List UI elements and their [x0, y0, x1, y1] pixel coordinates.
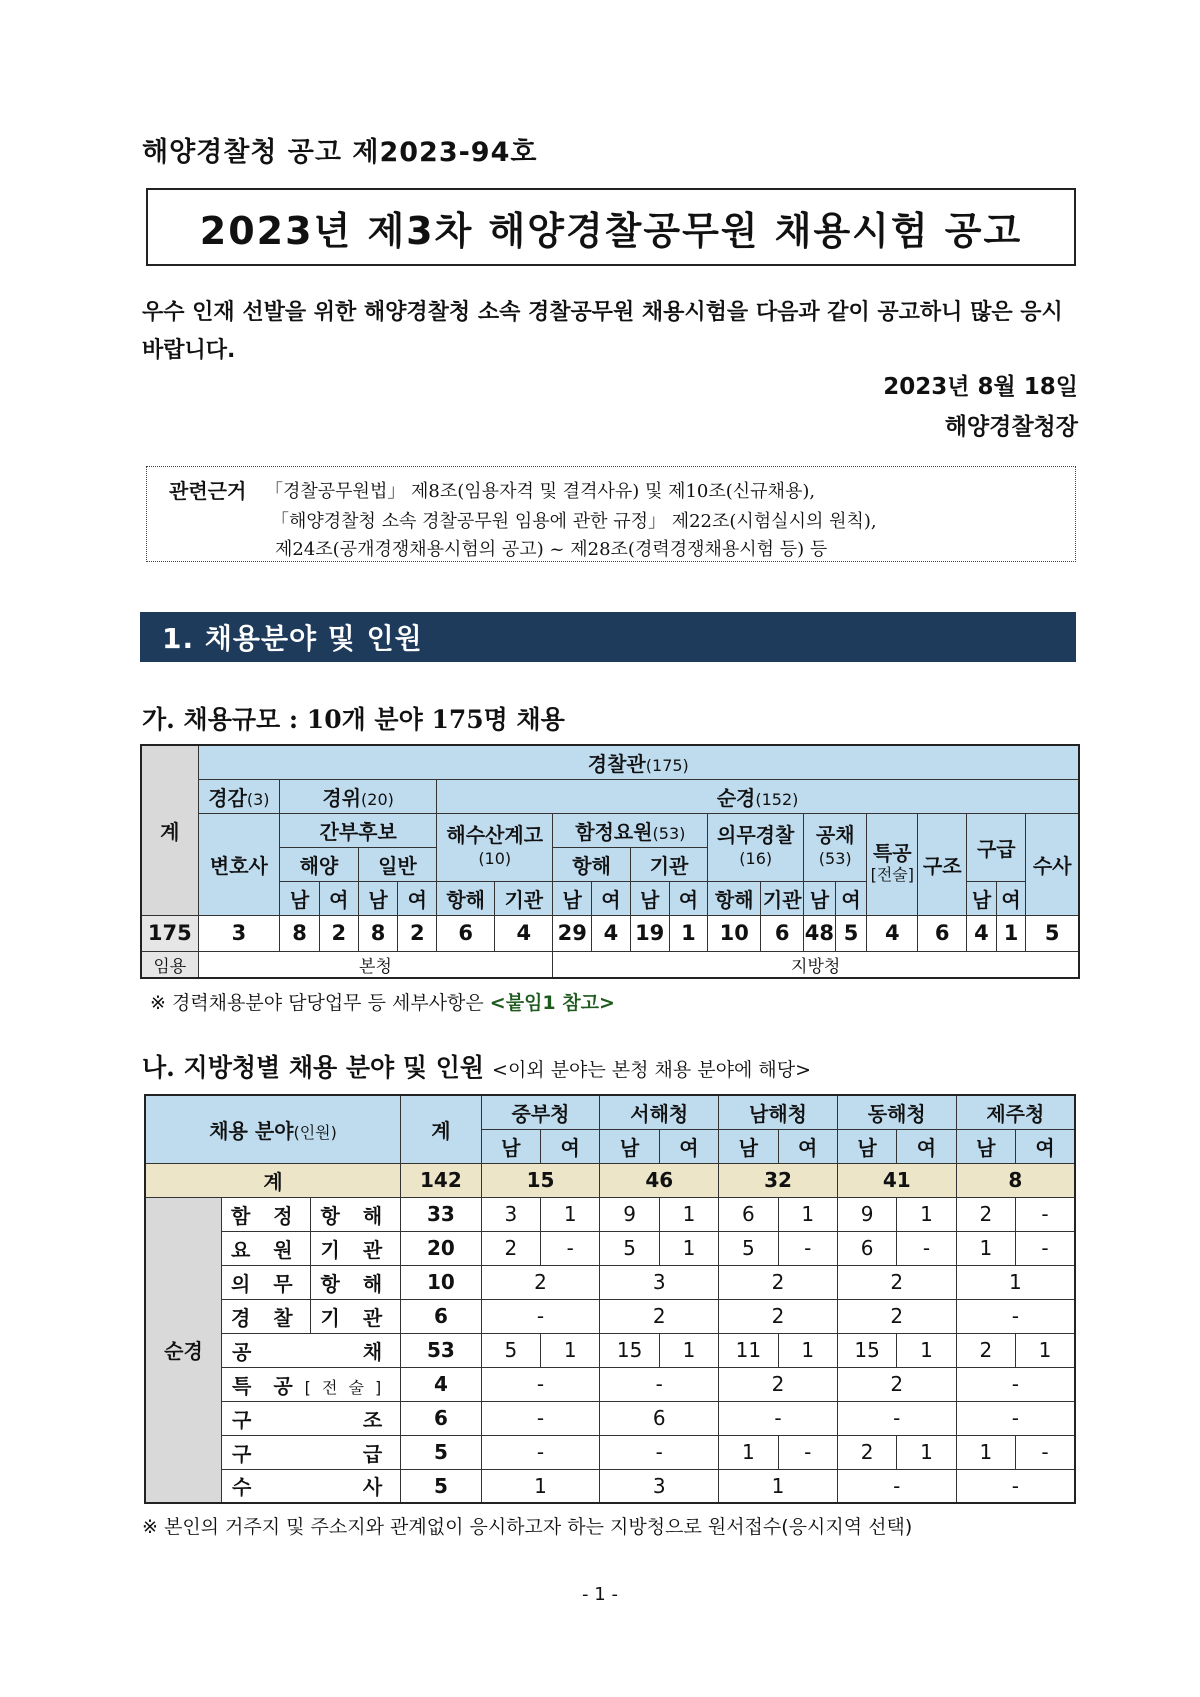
t1-value: 6 [437, 915, 495, 951]
t2-cell: 1 [719, 1469, 838, 1503]
t2-row-total: 6 [401, 1299, 482, 1333]
t2-cell: 1 [956, 1231, 1015, 1265]
t1-male: 남 [553, 881, 592, 915]
subheading-scale: 가. 채용규모 : 10개 분야 175명 채용 [142, 705, 565, 734]
t1-female: 여 [319, 881, 358, 915]
t1-value: 4 [867, 915, 918, 951]
t1-male: 남 [967, 881, 997, 915]
t2-cell: 1 [897, 1333, 956, 1367]
t1-value: 4 [967, 915, 997, 951]
t2-eng-label: 기 관 [310, 1231, 401, 1265]
t2-field-header: 채용 분야(인원) [145, 1095, 401, 1163]
t1-eng: 기관 [495, 881, 553, 915]
regional-recruitment-table [144, 1094, 1076, 1504]
t2-cell: - [778, 1231, 837, 1265]
t1-value: 3 [198, 915, 280, 951]
t2-cell: 9 [837, 1197, 896, 1231]
t2-cell: 5 [719, 1231, 778, 1265]
t2-male: 남 [956, 1129, 1015, 1163]
t1-eng-header: 기관 [630, 847, 707, 881]
t1-male: 남 [630, 881, 669, 915]
t1-value: 29 [553, 915, 592, 951]
t2-cell: 2 [837, 1299, 956, 1333]
t2-cell: 2 [719, 1299, 838, 1333]
t1-value: 10 [708, 915, 761, 951]
t2-row-total: 6 [401, 1401, 482, 1435]
t1-appoint-label: 임용 [141, 951, 198, 978]
t2-cell: - [719, 1401, 838, 1435]
legal-basis-box [146, 466, 1076, 562]
t1-female: 여 [669, 881, 708, 915]
subheading-regional-note: <이외 분야는 본청 채용 분야에 해당> [492, 1059, 812, 1081]
t2-cell: - [481, 1299, 600, 1333]
t2-cell: - [541, 1231, 600, 1265]
t1-marine-eng-header: 해수산계고 (10) [437, 813, 553, 881]
t2-cell: - [600, 1435, 719, 1469]
intro-text: 우수 인재 선발을 위한 해양경찰청 소속 경찰공무원 채용시험을 다음과 같이 공고하니 많은 응시 바랍니다. [142, 300, 1063, 363]
t2-cell: 1 [956, 1265, 1075, 1299]
t1-sungyeong-header: 순경(152) [437, 779, 1079, 813]
t1-total-header: 계 [141, 745, 198, 915]
t1-value: 6 [761, 915, 804, 951]
t2-region-header: 동해청 [837, 1095, 956, 1129]
t2-cell: 2 [837, 1367, 956, 1401]
t2-cell: 1 [897, 1435, 956, 1469]
t2-cell: 1 [1016, 1333, 1075, 1367]
t2-open-label: 공 채 [221, 1333, 400, 1367]
t2-cell: 1 [956, 1435, 1015, 1469]
t2-cell: 3 [600, 1469, 719, 1503]
t2-ship-label-1: 함 정 [221, 1197, 310, 1231]
t1-female: 여 [398, 881, 437, 915]
t2-female: 여 [897, 1129, 956, 1163]
t1-value: 8 [280, 915, 320, 951]
notice-date: 2023년 8월 18일 [883, 374, 1078, 400]
t2-conscript-label-1: 의 무 [221, 1265, 310, 1299]
t2-cell: 6 [719, 1197, 778, 1231]
t2-cell: 2 [481, 1265, 600, 1299]
t1-police-header: 경찰관(175) [198, 745, 1079, 779]
t2-row-total: 5 [401, 1435, 482, 1469]
subheading-regional: 나. 지방청별 채용 분야 및 인원 <이외 분야는 본청 채용 분야에 해당> [142, 1053, 812, 1082]
legal-basis-line: 「경찰공무원법」 제8조(임용자격 및 결격사유) 및 제10조(신규채용), [265, 481, 816, 502]
t1-value: 8 [358, 915, 398, 951]
t2-conscript-label-2: 경 찰 [221, 1299, 310, 1333]
t2-cell: 2 [600, 1299, 719, 1333]
t1-value: 1 [996, 915, 1026, 951]
t1-investigation-header: 수사 [1026, 813, 1079, 915]
t2-cell: 6 [837, 1231, 896, 1265]
t2-cell: - [481, 1367, 600, 1401]
t2-cell: 15 [600, 1333, 659, 1367]
t2-cell: 1 [541, 1333, 600, 1367]
t2-group-label: 순경 [145, 1197, 221, 1503]
t2-region-header: 남해청 [719, 1095, 838, 1129]
t1-value: 2 [398, 915, 437, 951]
t1-gyeongwi-header: 경위(20) [280, 779, 437, 813]
t2-cell: 1 [659, 1197, 718, 1231]
t2-total-row-region: 15 [481, 1163, 600, 1197]
t2-cell: - [481, 1435, 600, 1469]
t2-male: 남 [481, 1129, 540, 1163]
legal-basis-label: 관련근거 [169, 479, 247, 503]
t1-value-total: 175 [141, 915, 198, 951]
t2-total-row-region: 32 [719, 1163, 838, 1197]
t1-value: 4 [592, 915, 631, 951]
t2-cell: 3 [600, 1265, 719, 1299]
note-region: ※ 본인의 거주지 및 주소지와 관계없이 응시하고자 하는 지방청으로 원서접수(응시지역 선택) [142, 1516, 913, 1538]
t1-nav-header: 항해 [553, 847, 630, 881]
t2-cell: 3 [481, 1197, 540, 1231]
t2-total-row-region: 41 [837, 1163, 956, 1197]
t1-value: 6 [918, 915, 967, 951]
t1-value: 19 [630, 915, 669, 951]
t2-row-total: 10 [401, 1265, 482, 1299]
t2-cell: - [600, 1367, 719, 1401]
t2-cell: - [956, 1469, 1075, 1503]
t2-cell: - [837, 1469, 956, 1503]
t1-female: 여 [835, 881, 867, 915]
section-heading: 1. 채용분야 및 인원 [140, 612, 1076, 662]
t2-cell: 11 [719, 1333, 778, 1367]
t1-male: 남 [358, 881, 398, 915]
t1-conscript-header: 의무경찰 (16) [708, 813, 804, 881]
issuer: 해양경찰청장 [944, 414, 1078, 440]
t2-emt-label: 구 급 [221, 1435, 400, 1469]
t2-cell: 1 [659, 1333, 718, 1367]
t2-cell: 2 [956, 1333, 1015, 1367]
legal-basis-line: 제24조(공개경쟁채용시험의 공고) ~ 제28조(경력경쟁채용시험 등) 등 [275, 539, 828, 560]
t1-lawyer-header: 변호사 [198, 813, 280, 915]
t2-cell: - [897, 1231, 956, 1265]
recruitment-scale-table [140, 744, 1080, 979]
t2-total-row-region: 46 [600, 1163, 719, 1197]
t2-total-row-total: 142 [401, 1163, 482, 1197]
t2-cell: 1 [719, 1435, 778, 1469]
t2-row-total: 5 [401, 1469, 482, 1503]
t1-value: 48 [804, 915, 836, 951]
document-title: 2023년 제3차 해양경찰공무원 채용시험 공고 [146, 188, 1076, 266]
t2-region-header: 서해청 [600, 1095, 719, 1129]
t2-male: 남 [719, 1129, 778, 1163]
t1-value: 2 [319, 915, 358, 951]
t2-cell: - [481, 1401, 600, 1435]
t2-cell: 1 [778, 1197, 837, 1231]
t1-emt-header: 구급 [967, 813, 1026, 881]
t1-appoint-hq: 본청 [198, 951, 553, 978]
t1-sea-header: 해양 [280, 847, 358, 881]
t2-cell: 5 [481, 1333, 540, 1367]
t2-cell: 15 [837, 1333, 896, 1367]
t2-male: 남 [837, 1129, 896, 1163]
t2-cell: 2 [719, 1265, 838, 1299]
t2-row-total: 53 [401, 1333, 482, 1367]
t2-total-header: 계 [401, 1095, 482, 1163]
t1-cadet-header: 간부후보 [280, 813, 437, 847]
t2-cell: - [956, 1367, 1075, 1401]
t1-special-header: 특공 [전술] [867, 813, 918, 915]
t1-female: 여 [996, 881, 1026, 915]
page-number: - 1 - [582, 1584, 618, 1605]
t2-female: 여 [1016, 1129, 1075, 1163]
t1-eng: 기관 [761, 881, 804, 915]
t2-cell: - [956, 1401, 1075, 1435]
t2-cell: 1 [541, 1197, 600, 1231]
t2-cell: - [1016, 1197, 1075, 1231]
t2-row-total: 4 [401, 1367, 482, 1401]
t2-cell: 1 [481, 1469, 600, 1503]
t2-cell: 9 [600, 1197, 659, 1231]
t1-value: 1 [669, 915, 708, 951]
t2-row-total: 33 [401, 1197, 482, 1231]
t1-gyeonggam-header: 경감(3) [198, 779, 280, 813]
t2-nav-label: 항 해 [310, 1265, 401, 1299]
t2-cell: 2 [837, 1265, 956, 1299]
t1-male: 남 [280, 881, 320, 915]
t2-cell: 1 [778, 1333, 837, 1367]
t1-female: 여 [592, 881, 631, 915]
t2-female: 여 [659, 1129, 718, 1163]
t2-cell: 2 [481, 1231, 540, 1265]
t1-male: 남 [804, 881, 836, 915]
t1-value: 4 [495, 915, 553, 951]
t1-nav: 항해 [708, 881, 761, 915]
t2-female: 여 [541, 1129, 600, 1163]
t1-value: 5 [835, 915, 867, 951]
t2-ship-label-2: 요 원 [221, 1231, 310, 1265]
t2-cell: - [956, 1299, 1075, 1333]
t2-cell: 1 [897, 1197, 956, 1231]
t1-ship-crew-header: 함정요원(53) [553, 813, 708, 847]
t2-cell: 2 [719, 1367, 838, 1401]
t2-cell: - [837, 1401, 956, 1435]
t2-cell: 5 [600, 1231, 659, 1265]
t1-rescue-header: 구조 [918, 813, 967, 915]
note-career: ※ 경력채용분야 담당업무 등 세부사항은 <붙임1 참고> [150, 992, 615, 1014]
t2-total-row-label: 계 [145, 1163, 401, 1197]
t2-cell: - [1016, 1435, 1075, 1469]
t2-female: 여 [778, 1129, 837, 1163]
t2-cell: 2 [956, 1197, 1015, 1231]
t2-cell: - [1016, 1231, 1075, 1265]
attachment-ref: <붙임1 참고> [489, 992, 615, 1014]
t1-open-recruit-header: 공채 (53) [804, 813, 867, 881]
t2-total-row-region: 8 [956, 1163, 1075, 1197]
t2-region-header: 제주청 [956, 1095, 1075, 1129]
t1-general-header: 일반 [358, 847, 436, 881]
t1-value: 5 [1026, 915, 1079, 951]
t2-nav-label: 항 해 [310, 1197, 401, 1231]
t1-nav: 항해 [437, 881, 495, 915]
t2-region-header: 중부청 [481, 1095, 600, 1129]
t2-male: 남 [600, 1129, 659, 1163]
legal-basis-line: 「해양경찰청 소속 경찰공무원 임용에 관한 규정」 제22조(시험실시의 원칙), [271, 511, 877, 532]
t2-eng-label: 기 관 [310, 1299, 401, 1333]
t1-appoint-regional: 지방청 [553, 951, 1079, 978]
t2-cell: 1 [659, 1231, 718, 1265]
notice-number: 해양경찰청 공고 제2023-94호 [142, 137, 538, 168]
t2-invest-label: 수 사 [221, 1469, 400, 1503]
t2-rescue-label: 구 조 [221, 1401, 400, 1435]
t2-special-label: 특 공 [ 전 술 ] [221, 1367, 400, 1401]
t2-cell: - [778, 1435, 837, 1469]
t2-cell: 6 [600, 1401, 719, 1435]
t2-cell: 2 [837, 1435, 896, 1469]
t2-row-total: 20 [401, 1231, 482, 1265]
